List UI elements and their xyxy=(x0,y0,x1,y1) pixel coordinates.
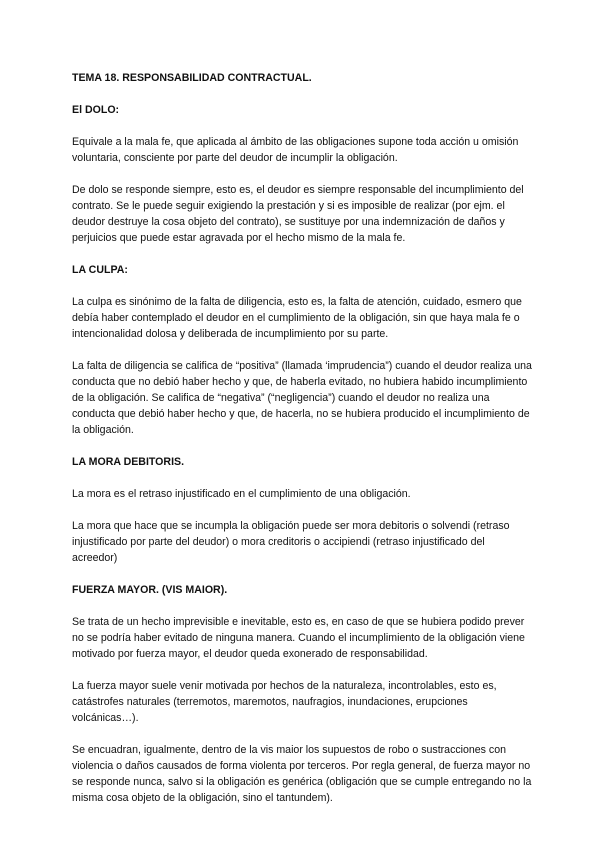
paragraph: La fuerza mayor suele venir motivada por hechos de la naturaleza, incontrolables, esto es, catástrofes naturales (terremotos, maremotos, naufragios, inundaciones, erupciones volcánicas…). xyxy=(72,680,497,724)
paragraph: De dolo se responde siempre, esto es, el deudor es siempre responsable del incumplimiento del contrato. Se le puede seguir exigiendo la prestación y si es imposible de realizar (por ejm. el deudor destruye la cosa objeto del contrato), se sustituye por una indemnización de daños y perjuicios que puede estar agravada por el hecho mismo de la mala fe. xyxy=(72,184,524,244)
section-heading-dolo: El DOLO: xyxy=(72,104,120,116)
section-heading-mora: LA MORA DEBITORIS. xyxy=(72,456,185,468)
paragraph: Se trata de un hecho imprevisible e inevitable, esto es, en caso de que se hubiera podido prever no se podría haber evitado de ninguna manera. Cuando el incumplimiento de la obligación viene motivado por fuerza mayor, el deudor queda exonerado de responsabilidad. xyxy=(72,616,525,660)
paragraph: Equivale a la mala fe, que aplicada al ámbito de las obligaciones supone toda acción u omisión voluntaria, consciente por parte del deudor de incumplir la obligación. xyxy=(72,136,519,164)
paragraph: La mora es el retraso injustificado en el cumplimiento de una obligación. xyxy=(72,488,411,500)
paragraph: Se encuadran, igualmente, dentro de la vis maior los supuestos de robo o sustracciones con violencia o daños causados de forma violenta por terceros. Por regla general, de fuerza mayor no se responde nunca, salvo si la obligación es genérica (obligación que se cumple entregando no la misma cosa objeto de la obligación, sino el tantundem). xyxy=(72,744,532,804)
document-title: TEMA 18. RESPONSABILIDAD CONTRACTUAL. xyxy=(72,72,312,84)
paragraph: La culpa es sinónimo de la falta de diligencia, esto es, la falta de atención, cuidado, esmero que debía haber contemplado el deudor en el cumplimiento de la obligación, sin que haya mala fe o intencionalidad dolosa y deliberada de incumplimiento por su parte. xyxy=(72,296,522,340)
section-heading-culpa: LA CULPA: xyxy=(72,264,128,276)
section-heading-fuerza-mayor: FUERZA MAYOR. (VIS MAIOR). xyxy=(72,584,228,596)
document-body xyxy=(72,70,532,822)
paragraph: La mora que hace que se incumpla la obligación puede ser mora debitoris o solvendi (retraso injustificado por parte del deudor) o mora creditoris o accipiendi (retraso injustificado del acreedor) xyxy=(72,520,510,564)
paragraph: La falta de diligencia se califica de “positiva” (llamada ‘imprudencia”) cuando el deudor realiza una conducta que no debió haber hecho y que, de haberla evitado, no hubiera habido incumplimiento de la obligación. Se califica de “negativa” (“negligencia”) cuando el deudor no realiza una conducta que debió haber hecho y que, de hacerla, no se hubiera producido el incumplimiento de la obligación. xyxy=(72,360,532,436)
